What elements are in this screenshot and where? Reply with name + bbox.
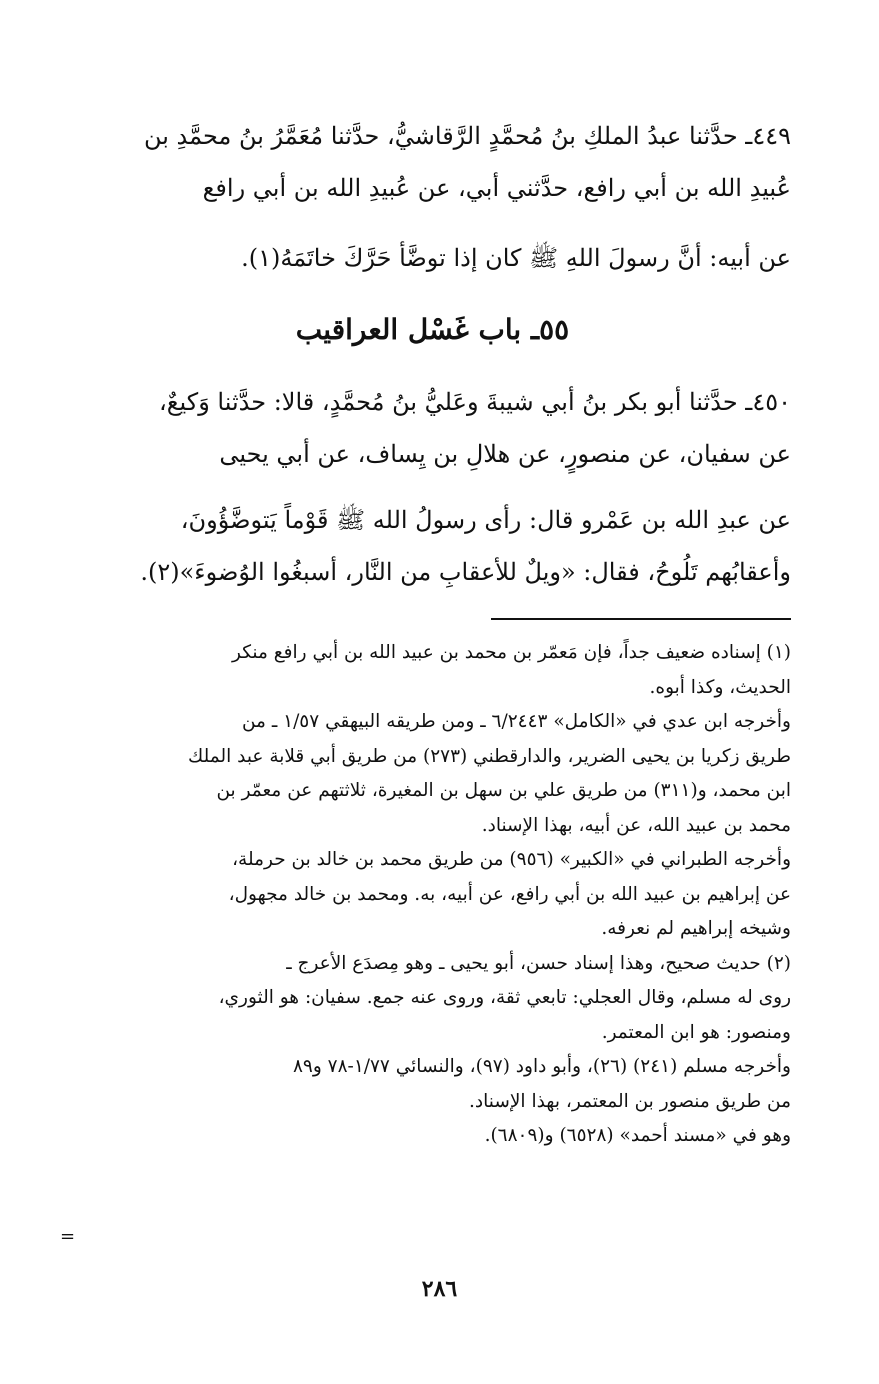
- hadith-449-matn-block: [74, 232, 791, 284]
- hadith-449-matn: عن أبيه: أنَّ رسولَ اللهِ ﷺ كان إذا توضَّأ حَرَّكَ خاتَمَهُ(١).: [241, 244, 791, 272]
- footnote-line: ومنصور: هو ابن المعتمر.: [601, 1021, 791, 1043]
- footnote-line: عن إبراهيم بن عبيد الله بن أبي رافع، عن أبيه، به. ومحمد بن خالد مجهول،: [228, 883, 791, 905]
- hadith-449-isnad-line-1: ٤٤٩ـ حدَّثنا عبدُ الملكِ بنُ مُحمَّدٍ الرَّقاشيُّ، حدَّثنا مُعَمَّرُ بنُ محمَّدِ بن: [143, 122, 791, 150]
- footnote-separator: [491, 618, 791, 620]
- hadith-450-matn-block: [74, 494, 791, 598]
- footnotes: [74, 636, 791, 1154]
- hadith-450-matn-line-2: وأعقابُهم تَلُوحُ، فقال: «ويلٌ للأعقابِ من النَّار، أسبغُوا الوُضوءَ»(٢).: [140, 558, 791, 586]
- footnote-line: الحديث، وكذا أبوه.: [649, 676, 791, 698]
- hadith-449: [74, 110, 791, 214]
- hadith-449-isnad-line-2: عُبيدِ الله بن أبي رافع، حدَّثني أبي، عن عُبيدِ الله بن أبي رافع: [202, 174, 791, 202]
- hadith-450-isnad-line-1: ٤٥٠ـ حدَّثنا أبو بكر بنُ أبي شيبةَ وعَليُّ بنُ مُحمَّدٍ، قالا: حدَّثنا وَكيعٌ،: [159, 388, 791, 416]
- footnote-line: وأخرجه الطبراني في «الكبير» (٩٥٦) من طريق محمد بن خالد بن حرملة،: [232, 849, 791, 870]
- footnote-line: (٢) حديث صحيح، وهذا إسناد حسن، أبو يحيى ـ وهو مِصدَع الأعرج ـ: [286, 952, 791, 974]
- hadith-450: [74, 376, 791, 480]
- chapter-title: ٥٥ـ باب غَسْل العراقيب: [295, 313, 570, 346]
- footnote-line: وأخرجه ابن عدي في «الكامل» ٦/٢٤٤٣ ـ ومن طريقه البيهقي ١/٥٧ ـ من: [241, 711, 791, 732]
- footnote-line: (١) إسناده ضعيف جداً، فإن مَعمّر بن محمد بن عبيد الله بن أبي رافع منكر: [232, 642, 791, 663]
- footnote-line: ابن محمد، و(٣١١) من طريق علي بن سهل بن المغيرة، ثلاثتهم عن معمّر بن: [216, 780, 791, 801]
- footnote-line: من طريق منصور بن المعتمر، بهذا الإسناد.: [469, 1090, 791, 1112]
- footnote-line: روى له مسلم، وقال العجلي: تابعي ثقة، وروى عنه جمع. سفيان: هو الثوري،: [218, 987, 791, 1008]
- continuation-mark: =: [60, 1226, 76, 1247]
- footnote-line: وأخرجه مسلم (٢٤١) (٢٦)، وأبو داود (٩٧)، والنسائي ١/٧٧-٧٨ و٨٩: [292, 1056, 791, 1077]
- footnote-line: وشيخه إبراهيم لم نعرفه.: [601, 918, 791, 939]
- page-number: ٢٨٦: [421, 1276, 458, 1302]
- hadith-450-isnad-line-2: عن سفيان، عن منصورٍ، عن هلالِ بن يِساف، عن أبي يحيى: [219, 440, 791, 468]
- hadith-450-matn-line-1: عن عبدِ الله بن عَمْرو قال: رأى رسولُ الله ﷺ قَوْماً يَتوضَّؤُونَ،: [180, 506, 791, 534]
- footnote-line: طريق زكريا بن يحيى الضرير، والدارقطني (٢٧٣) من طريق أبي قلابة عبد الملك: [188, 745, 791, 767]
- footnote-line: محمد بن عبيد الله، عن أبيه، بهذا الإسناد.: [481, 814, 791, 836]
- footnote-line: وهو في «مسند أحمد» (٦٥٢٨) و(٦٨٠٩).: [484, 1125, 791, 1146]
